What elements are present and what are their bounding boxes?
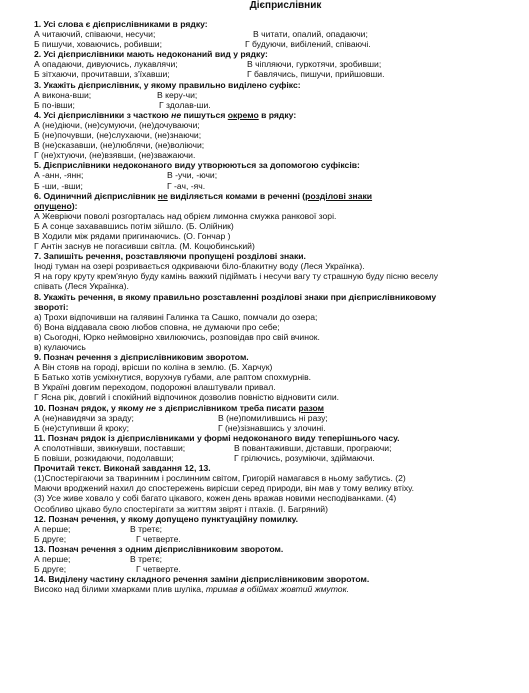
question-title: 11. Познач рядок із дієприслівниками у формі недоконаного виду теперішнього часу.: [34, 432, 400, 443]
text-line: Іноді туман на озері розривається одкриваючи біло-блакитну воду (Леся Українка).: [34, 261, 365, 272]
option-g[interactable]: Г (не)зізнавшись у злочині.: [218, 422, 326, 433]
option-g[interactable]: Г бавлячись, пишучи, прийшовши.: [247, 69, 385, 80]
text-line: Я на гору круту крем'яную буду камінь важкий підіймать і несучи вагу ту страшную буду пісню веселу: [34, 271, 439, 282]
option-a[interactable]: А (не)діючи, (не)сумуючи, (не)дочуваючи;: [34, 119, 200, 130]
question-12: [34, 514, 525, 544]
question-title: 3. Укажіть дієприслівник, у якому правильно виділено суфікс:: [34, 79, 301, 90]
option-a[interactable]: А Жевріючи поволі розгорталась над обрієм лимонна смужка ранкової зорі.: [34, 210, 337, 221]
option-g[interactable]: Г -ач, -яч.: [167, 180, 206, 191]
question-10: [34, 403, 525, 433]
option-g[interactable]: Г здолав-ши.: [159, 99, 211, 110]
question-1: [34, 19, 525, 49]
option-a[interactable]: А сполотнівши, звикнувши, поставши;: [34, 442, 186, 453]
question-title-cont: звороті:: [34, 301, 69, 312]
options-row: [34, 534, 525, 544]
text-line: (1)Спостерігаючи за тваринним і рослинним світом, Григорій намагався в ньому забутись. (2): [34, 473, 406, 484]
option-b[interactable]: Б зітхаючи, прочитавши, з'їхавши;: [34, 69, 170, 80]
option-a[interactable]: А перше;: [34, 523, 71, 534]
option-b[interactable]: Б (не)ступивши й кроку;: [34, 422, 130, 433]
question-title: 12. Познач речення, у якому допущено пунктуаційну помилку.: [34, 513, 299, 524]
option-b[interactable]: Б повіши, розкидаючи, подолавши;: [34, 453, 174, 464]
option-a[interactable]: А перше;: [34, 553, 71, 564]
question-8: [34, 292, 525, 353]
question-title: 9. Познач речення з дієприслівниковим зворотом.: [34, 352, 249, 363]
option-v[interactable]: В повантаживши, діставши, програючи;: [234, 442, 392, 453]
question-6: [34, 191, 525, 252]
page-title: Дієприслівник: [249, 0, 322, 11]
option-a[interactable]: А -анн, -янн;: [34, 170, 84, 181]
options-row: [34, 524, 525, 534]
options-row: [34, 564, 525, 574]
option-b[interactable]: Б (не)почувши, (не)слухаючи, (не)знаючи;: [34, 130, 202, 141]
options-row: [34, 100, 525, 110]
options-row: [34, 39, 525, 49]
question-title-cont: опущено):: [34, 200, 78, 211]
option-v[interactable]: В (не)помилившись ні разу;: [218, 412, 328, 423]
option-a[interactable]: А Він стояв на городі, врісши по коліна в землю. (Б. Харчук): [34, 362, 273, 373]
options-row: [34, 69, 525, 79]
option-v[interactable]: В третє;: [130, 553, 163, 564]
text-line: (3) Усе живе ховало у собі багато цікавого, кожен день вражав новими несподіванками. (4): [34, 493, 397, 504]
options-row: [34, 181, 525, 191]
question-title: 1. Усі слова є дієприслівниками в рядку:: [34, 19, 208, 29]
option-v[interactable]: В Україні довгим переходом, подорожні влаштували привал.: [34, 382, 276, 393]
options-row: [34, 170, 525, 180]
option-v[interactable]: В чіпляючи, гуркотячи, зробивши;: [247, 59, 382, 70]
question-13: [34, 544, 525, 574]
option-v[interactable]: В третє;: [130, 523, 163, 534]
options-row: [34, 453, 525, 463]
question-title: 2. Усі дієприслівники мають недоконаний вид у рядку:: [34, 49, 268, 60]
option-v[interactable]: В керу-чи;: [157, 89, 198, 100]
question-title: 13. Познач речення з одним дієприслівниковим зворотом.: [34, 543, 284, 554]
question-14: [34, 574, 525, 594]
question-7: [34, 251, 525, 291]
option-b[interactable]: Б пишучи, ховаючись, робивши;: [34, 39, 162, 50]
option-g[interactable]: Г грілючись, розуміючи, здіймаючи.: [234, 453, 375, 464]
option-a[interactable]: А опадаючи, дивуючись, лукавлячи;: [34, 59, 178, 70]
option-b[interactable]: Б А сонце захававшись потім зійшло. (Б. Олійник): [34, 220, 234, 231]
options-row: [34, 90, 525, 100]
question-title: 14. Виділену частину складного речення заміни дієприслівниковим зворотом.: [34, 574, 370, 585]
option-b[interactable]: Б по-івши;: [34, 99, 75, 110]
option-b[interactable]: Б Батько хотів усміхнутися, ворухнув губами, але раптом спохмурнів.: [34, 372, 312, 383]
option-v[interactable]: В -учи, -ючи;: [167, 170, 218, 181]
question-3: [34, 80, 525, 110]
text-line: Високо над білими хмарками плив шуліка, тримав в обіймах жовтий жмуток.: [34, 584, 350, 595]
option-b[interactable]: б) Вона віддавала свою любов сповна, не думаючи про себе;: [34, 321, 280, 332]
text-line: Маючи вроджений нахил до спостережень вирісши серед природи, він мав у тому велику втіху.: [34, 483, 414, 494]
option-a[interactable]: А (не)навидячи за зраду;: [34, 412, 134, 423]
option-a[interactable]: а) Трохи відпочивши на галявині Галинка та Сашко, помчали до озера;: [34, 311, 318, 322]
question-title: 5. Дієприслівники недоконаного виду утворюються за допомогою суфіксів:: [34, 160, 360, 171]
options-row: [34, 554, 525, 564]
text-line: співать (Леся Українка).: [34, 281, 129, 292]
option-b[interactable]: Б друге;: [34, 533, 67, 544]
option-g[interactable]: в) кулаючись: [34, 342, 86, 352]
option-g[interactable]: Г будуючи, вибілений, співаючі.: [245, 39, 371, 50]
options-row: [34, 423, 525, 433]
question-2: [34, 49, 525, 79]
option-v[interactable]: В читати, опалий, опадаючи;: [253, 29, 368, 40]
option-b[interactable]: Б -ши, -вши;: [34, 180, 83, 191]
option-v[interactable]: в) Сьогодні, Юрко неймовірно хвилюючись, розповідав про свій вчинок.: [34, 331, 320, 342]
option-g[interactable]: Г Антін заснув не погасивши світла. (М. Коцюбинський): [34, 241, 255, 252]
option-g[interactable]: Г (не)хтуючи, (не)взявши, (не)зважаючи.: [34, 150, 196, 161]
option-b[interactable]: Б друге;: [34, 564, 67, 575]
options-row: [34, 443, 525, 453]
options-row: [34, 59, 525, 69]
reading-task: [34, 463, 525, 513]
option-a[interactable]: А читаючий, співаючи, несучи;: [34, 29, 156, 40]
option-a[interactable]: А викона-вши;: [34, 89, 92, 100]
question-title: 6. Одиничний дієприслівник не виділяється комами в реченні (розділові знаки: [34, 190, 373, 201]
question-title: 8. Укажіть речення, в якому правильно розставленні розділові знаки при дієприслівниковому: [34, 291, 437, 302]
option-v[interactable]: В Ходили між рядами пригинаючись. (О. Гончар ): [34, 230, 231, 241]
task-title: Прочитай текст. Виконай завдання 12, 13.: [34, 463, 211, 474]
question-5: [34, 160, 525, 190]
question-4: [34, 110, 525, 160]
question-9: [34, 352, 525, 402]
question-title: 4. Усі дієприслівники з часткою не пишуться окремо в рядку:: [34, 109, 297, 120]
options-row: [34, 413, 525, 423]
option-g[interactable]: Г четверте.: [136, 533, 181, 544]
options-row: [34, 29, 525, 39]
option-v[interactable]: В (не)сказавши, (не)люблячи, (не)воліючи;: [34, 140, 205, 151]
option-g[interactable]: Г четверте.: [136, 564, 181, 575]
text-line: Особливо цікаво було спостерігати за життям звірят і птахів. (І. Багряний): [34, 503, 328, 514]
question-title: 7. Запишіть речення, розставляючи пропущені розділові знаки.: [34, 251, 306, 262]
option-g[interactable]: Г Ясна рік, довгий і спокійний відпочинок дозволив повністю відновити сили.: [34, 392, 340, 403]
question-11: [34, 433, 525, 463]
question-title: 10. Познач рядок, у якому не з дієприслівником треба писати разом: [34, 402, 325, 413]
